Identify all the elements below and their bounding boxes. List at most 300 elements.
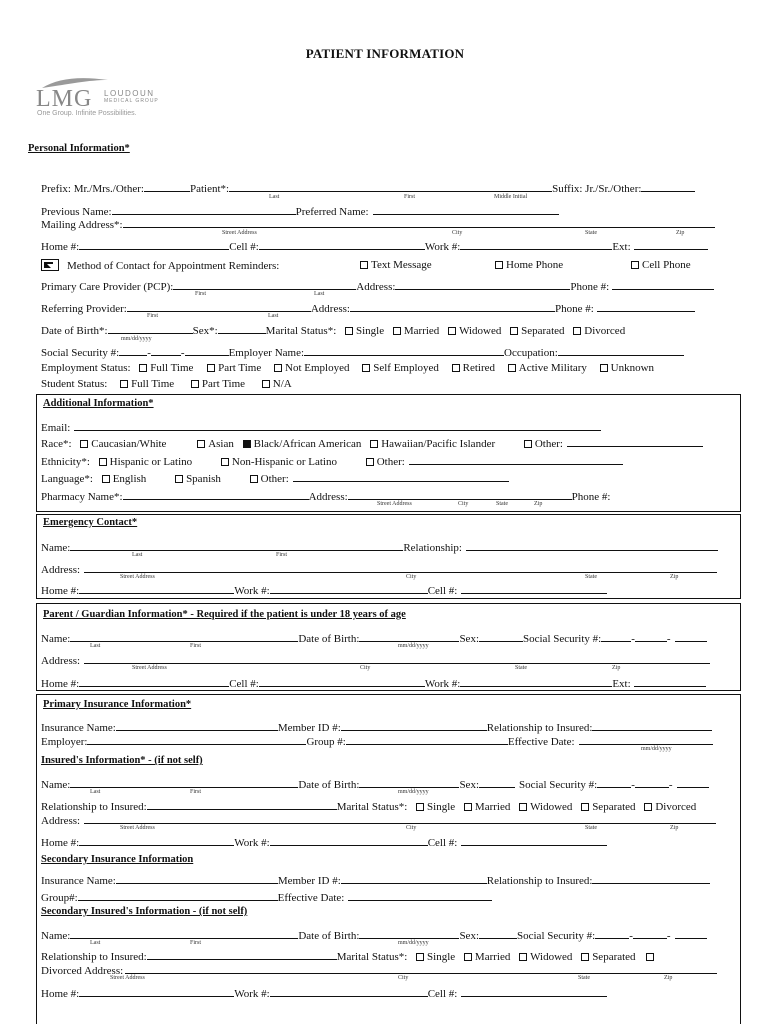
insured-cell-field[interactable] bbox=[461, 834, 607, 846]
ext-field[interactable] bbox=[634, 238, 708, 250]
widowed-label: Widowed bbox=[459, 325, 502, 337]
spanish-checkbox[interactable] bbox=[175, 475, 183, 483]
row-employment bbox=[41, 362, 654, 374]
row-guardian-name: Name: Date of Birth: Sex: Social Security #: - - bbox=[41, 630, 707, 645]
pharm-sub-zip: Zip bbox=[534, 501, 543, 507]
full-time-label: Full Time bbox=[150, 362, 194, 374]
g-sub-date: mm/dd/yyyy bbox=[398, 643, 429, 649]
pcp-phone-label: Phone #: bbox=[570, 281, 610, 293]
logo-sub1: LOUDOUN bbox=[104, 89, 155, 98]
g-sub-city: City bbox=[360, 665, 371, 671]
black-label: Black/African American bbox=[253, 438, 362, 450]
race-other-label: Other: bbox=[534, 438, 563, 450]
ins-married-checkbox[interactable] bbox=[464, 803, 472, 811]
hispanic-checkbox[interactable] bbox=[99, 458, 107, 466]
guardian-sex-label: Sex: bbox=[459, 633, 479, 645]
ins-single-checkbox[interactable] bbox=[416, 803, 424, 811]
active-military-label: Active Military bbox=[518, 362, 587, 374]
emergency-relationship-field[interactable] bbox=[466, 539, 718, 551]
insured-marital-label: Marital Status*: bbox=[336, 801, 408, 813]
prefix-label: Prefix: Mr./Mrs./Other: bbox=[41, 183, 144, 195]
insured-dob-field[interactable] bbox=[359, 776, 459, 788]
ins-sub-city: City bbox=[406, 825, 417, 831]
ref-phone-field[interactable] bbox=[597, 300, 695, 312]
ins-sub-last: Last bbox=[90, 789, 101, 795]
not-employed-label: Not Employed bbox=[285, 362, 350, 374]
emergency-home-label: Home #: bbox=[41, 585, 80, 597]
retired-checkbox[interactable] bbox=[452, 364, 460, 372]
race-other-checkbox[interactable] bbox=[524, 440, 532, 448]
ins-sub-zip: Zip bbox=[670, 825, 679, 831]
emergency-work-label: Work #: bbox=[234, 585, 270, 597]
sec-insured-dob-field[interactable] bbox=[359, 927, 459, 939]
secondary-group-field[interactable] bbox=[78, 889, 278, 901]
opt-cell-phone[interactable] bbox=[631, 259, 691, 271]
g-sub-first: First bbox=[190, 643, 202, 649]
primary-group-field[interactable] bbox=[346, 733, 508, 745]
row-pharmacy bbox=[41, 488, 610, 503]
em-sub-street: Street Address bbox=[120, 574, 155, 580]
insured-name-label: Name: bbox=[41, 779, 71, 791]
sec-widowed-label: Widowed bbox=[530, 951, 573, 963]
guardian-ssn-2[interactable] bbox=[635, 630, 667, 642]
guardian-cell-field[interactable] bbox=[259, 675, 425, 687]
row-dob-marital bbox=[41, 322, 625, 337]
sex-field[interactable] bbox=[218, 322, 266, 334]
g-sub-last: Last bbox=[90, 643, 101, 649]
sec-single-checkbox[interactable] bbox=[416, 953, 424, 961]
sec-single-label: Single bbox=[427, 951, 456, 963]
guardian-work-label: Work #: bbox=[424, 678, 461, 690]
primary-group-label: Group #: bbox=[306, 736, 346, 748]
secondary-effective-label: Effective Date: bbox=[277, 892, 345, 904]
emergency-address-label: Address: bbox=[41, 564, 81, 576]
g-sub-zip: Zip bbox=[612, 665, 621, 671]
logo-text: LMG bbox=[36, 86, 93, 112]
sec-sub-last: Last bbox=[90, 940, 101, 946]
row-emergency-name bbox=[41, 539, 718, 554]
row-contact-method bbox=[41, 259, 279, 272]
insured-cell-label: Cell #: bbox=[427, 837, 458, 849]
guardian-dob-label: Date of Birth: bbox=[298, 633, 360, 645]
guardian-address-label: Address: bbox=[41, 655, 81, 667]
pcp-address-field[interactable] bbox=[395, 278, 570, 290]
row-secondary-group bbox=[41, 889, 492, 904]
secondary-effective-field[interactable] bbox=[348, 889, 492, 901]
previous-name-label: Previous Name: bbox=[41, 206, 112, 218]
insured-work-label: Work #: bbox=[234, 837, 270, 849]
em-sub-state: State bbox=[585, 574, 597, 580]
row-referring bbox=[41, 300, 695, 315]
ssn-field-3[interactable] bbox=[185, 344, 229, 356]
home-label: Home #: bbox=[41, 241, 80, 253]
insured-dob-label: Date of Birth: bbox=[298, 779, 360, 791]
row-phones bbox=[41, 238, 708, 253]
sub-city: City bbox=[452, 230, 463, 236]
employment-status-label: Employment Status: bbox=[41, 362, 131, 374]
ref-sub-first: First bbox=[147, 313, 159, 319]
hispanic-label: Hispanic or Latino bbox=[109, 456, 193, 468]
sec-insured-name-label: Name: bbox=[41, 930, 71, 942]
ins-divorced-label: Divorced bbox=[655, 801, 697, 813]
ssn-label: Social Security #: bbox=[41, 347, 120, 359]
guardian-ext-label: Ext: bbox=[612, 678, 631, 690]
sec-insured-marital-label: Marital Status*: bbox=[336, 951, 408, 963]
race-other-field[interactable] bbox=[567, 435, 703, 447]
student-part-time-label: Part Time bbox=[201, 378, 246, 390]
widowed-checkbox[interactable] bbox=[448, 327, 456, 335]
sec-insured-address-field[interactable] bbox=[125, 962, 717, 974]
married-checkbox[interactable] bbox=[393, 327, 401, 335]
cell-label: Cell #: bbox=[229, 241, 259, 253]
pharmacy-address-label: Address: bbox=[308, 491, 348, 503]
referring-label: Referring Provider: bbox=[41, 303, 127, 315]
sec-insured-ssn-3[interactable] bbox=[675, 927, 707, 939]
guardian-header: Parent / Guardian Information* - Required if the patient is under 18 years of age bbox=[43, 609, 406, 620]
row-sec-insured-name: Name: Date of Birth: Sex: Social Security #: - - bbox=[41, 927, 707, 942]
ins-widowed-label: Widowed bbox=[530, 801, 573, 813]
pharmacy-field[interactable] bbox=[123, 488, 309, 500]
secondary-ins-name-field[interactable] bbox=[116, 872, 278, 884]
active-military-checkbox[interactable] bbox=[508, 364, 516, 372]
self-employed-checkbox[interactable] bbox=[362, 364, 370, 372]
em-sub-zip: Zip bbox=[670, 574, 679, 580]
preferred-name-label: Preferred Name: bbox=[295, 206, 369, 218]
asian-checkbox[interactable] bbox=[197, 440, 205, 448]
guardian-cell-label: Cell #: bbox=[229, 678, 259, 690]
sec-insured-home-label: Home #: bbox=[41, 988, 80, 1000]
occupation-label: Occupation: bbox=[504, 347, 558, 359]
sec-insured-cell-field[interactable] bbox=[461, 985, 607, 997]
home-field[interactable] bbox=[79, 238, 229, 250]
self-employed-label: Self Employed bbox=[373, 362, 439, 374]
pharm-sub-street: Street Address bbox=[377, 501, 412, 507]
additional-header: Additional Information* bbox=[43, 398, 154, 409]
sec-insured-work-label: Work #: bbox=[234, 988, 270, 1000]
logo-sub2: MEDICAL GROUP bbox=[104, 98, 159, 104]
primary-ins-name-label: Insurance Name: bbox=[41, 722, 116, 734]
primary-effective-label: Effective Date: bbox=[507, 736, 575, 748]
asian-label: Asian bbox=[208, 438, 234, 450]
primary-relationship-field[interactable] bbox=[592, 719, 712, 731]
row-ethnicity bbox=[41, 453, 623, 468]
contact-method-label: Method of Contact for Appointment Reminders: bbox=[67, 260, 280, 272]
work-label: Work #: bbox=[424, 241, 461, 253]
row-race bbox=[41, 435, 703, 450]
email-label: Email: bbox=[41, 422, 71, 434]
secondary-relationship-label: Relationship to Insured: bbox=[486, 875, 593, 887]
sex-label: Sex*: bbox=[192, 325, 218, 337]
emergency-home-field[interactable] bbox=[79, 582, 234, 594]
na-label: N/A bbox=[272, 378, 292, 390]
pcp-address-label: Address: bbox=[356, 281, 396, 293]
row-emergency-phones bbox=[41, 582, 607, 597]
row-insured-name: Name: Date of Birth: Sex: Social Security #: - - bbox=[41, 776, 709, 791]
insured-address-field[interactable] bbox=[84, 812, 716, 824]
student-full-time-label: Full Time bbox=[131, 378, 175, 390]
pcp-field[interactable] bbox=[173, 278, 356, 290]
sec-separated-checkbox[interactable] bbox=[581, 953, 589, 961]
insured-home-field[interactable] bbox=[79, 834, 234, 846]
ssn-field-1[interactable] bbox=[119, 344, 147, 356]
sec-sub-zip: Zip bbox=[664, 975, 673, 981]
eth-other-checkbox[interactable] bbox=[366, 458, 374, 466]
eth-other-label: Other: bbox=[376, 456, 405, 468]
sec-insured-rel-field[interactable] bbox=[147, 948, 337, 960]
work-field[interactable] bbox=[460, 238, 612, 250]
non-hispanic-checkbox[interactable] bbox=[221, 458, 229, 466]
insured-work-field[interactable] bbox=[270, 834, 428, 846]
preferred-name-field[interactable] bbox=[373, 203, 559, 215]
sec-insured-ssn-2[interactable] bbox=[633, 927, 667, 939]
ins-widowed-checkbox[interactable] bbox=[519, 803, 527, 811]
email-field[interactable] bbox=[74, 419, 601, 431]
g-sub-state: State bbox=[515, 665, 527, 671]
single-label: Single bbox=[356, 325, 385, 337]
emergency-header: Emergency Contact* bbox=[43, 517, 138, 528]
sec-married-label: Married bbox=[474, 951, 511, 963]
patient-name-field[interactable] bbox=[229, 180, 552, 192]
guardian-ssn-1[interactable] bbox=[601, 630, 631, 642]
pcp-phone-field[interactable] bbox=[612, 278, 714, 290]
emergency-name-label: Name: bbox=[41, 542, 71, 554]
insured-header: Insured's Information* - (if not self) bbox=[41, 755, 203, 766]
part-time-checkbox[interactable] bbox=[207, 364, 215, 372]
caucasian-label: Caucasian/White bbox=[91, 438, 167, 450]
insured-ssn-label: Social Security #: bbox=[519, 779, 598, 791]
primary-ins-header: Primary Insurance Information* bbox=[43, 699, 192, 710]
insured-ssn-3[interactable] bbox=[677, 776, 709, 788]
emergency-work-field[interactable] bbox=[270, 582, 428, 594]
sec-sub-city: City bbox=[398, 975, 409, 981]
sub-street: Street Address bbox=[222, 230, 257, 236]
ref-sub-last: Last bbox=[268, 313, 279, 319]
cell-phone-checkbox[interactable] bbox=[631, 261, 639, 269]
logo-tagline: One Group. Infinite Possibilities. bbox=[37, 110, 137, 117]
english-label: English bbox=[112, 473, 147, 485]
sec-divorced-checkbox[interactable] bbox=[646, 953, 654, 961]
sec-widowed-checkbox[interactable] bbox=[519, 953, 527, 961]
race-label: Race*: bbox=[41, 438, 72, 450]
primary-effective-field[interactable] bbox=[579, 733, 713, 745]
pharmacy-label: Pharmacy Name*: bbox=[41, 491, 123, 503]
ins-sub-date: mm/dd/yyyy bbox=[398, 789, 429, 795]
mailing-field[interactable] bbox=[123, 216, 715, 228]
text-message-label: Text Message bbox=[371, 259, 432, 271]
prefix-field[interactable] bbox=[144, 180, 190, 192]
sec-insured-name-field[interactable] bbox=[70, 927, 298, 939]
insured-home-label: Home #: bbox=[41, 837, 80, 849]
divorced-label: Divorced bbox=[584, 325, 626, 337]
sec-insured-cell-label: Cell #: bbox=[427, 988, 458, 1000]
occupation-field[interactable] bbox=[558, 344, 684, 356]
ethnicity-label: Ethnicity*: bbox=[41, 456, 90, 468]
sec-sub-first: First bbox=[190, 940, 202, 946]
row-sec-insured-relationship bbox=[41, 948, 657, 963]
pi-sub-date: mm/dd/yyyy bbox=[641, 746, 672, 752]
guardian-home-label: Home #: bbox=[41, 678, 80, 690]
sec-insured-dob-label: Date of Birth: bbox=[298, 930, 360, 942]
emergency-address-field[interactable] bbox=[84, 561, 717, 573]
personal-header: Personal Information* bbox=[28, 143, 130, 154]
sec-married-checkbox[interactable] bbox=[464, 953, 472, 961]
primary-ins-name-field[interactable] bbox=[116, 719, 278, 731]
guardian-work-field[interactable] bbox=[460, 675, 612, 687]
insured-ssn-1[interactable] bbox=[597, 776, 631, 788]
caucasian-checkbox[interactable] bbox=[80, 440, 88, 448]
sec-sub-street: Street Address bbox=[110, 975, 145, 981]
sec-sub-date: mm/dd/yyyy bbox=[398, 940, 429, 946]
sub-first: First bbox=[404, 194, 416, 200]
dob-field[interactable] bbox=[108, 322, 193, 334]
married-label: Married bbox=[403, 325, 440, 337]
hawaiian-label: Hawaiian/Pacific Islander bbox=[381, 438, 496, 450]
sec-insured-ssn-1[interactable] bbox=[595, 927, 629, 939]
language-label: Language*: bbox=[41, 473, 93, 485]
black-checkbox[interactable] bbox=[243, 440, 251, 448]
emergency-cell-label: Cell #: bbox=[427, 585, 458, 597]
student-full-time-checkbox[interactable] bbox=[120, 380, 128, 388]
primary-employer-field[interactable] bbox=[87, 733, 306, 745]
separated-checkbox[interactable] bbox=[510, 327, 518, 335]
guardian-address-field[interactable] bbox=[84, 652, 710, 664]
insured-address-label: Address: bbox=[41, 815, 81, 827]
row-insured-relationship bbox=[41, 798, 696, 813]
guardian-dob-field[interactable] bbox=[359, 630, 459, 642]
row-pcp bbox=[41, 278, 714, 293]
separated-label: Separated bbox=[521, 325, 565, 337]
sub-zip: Zip bbox=[676, 230, 685, 236]
ins-separated-label: Separated bbox=[592, 801, 636, 813]
sec-insured-work-field[interactable] bbox=[270, 985, 428, 997]
row-sec-insured-phones bbox=[41, 985, 607, 1000]
emergency-name-field[interactable] bbox=[70, 539, 403, 551]
row-mailing bbox=[41, 216, 715, 231]
insured-sex-field[interactable] bbox=[479, 776, 515, 788]
not-employed-checkbox[interactable] bbox=[274, 364, 282, 372]
ssn-field-2[interactable] bbox=[151, 344, 181, 356]
hawaiian-checkbox[interactable] bbox=[370, 440, 378, 448]
unknown-label: Unknown bbox=[610, 362, 655, 374]
pcp-sub-last: Last bbox=[314, 291, 325, 297]
na-checkbox[interactable] bbox=[262, 380, 270, 388]
row-primary-employer bbox=[41, 733, 713, 748]
ext-label: Ext: bbox=[612, 241, 631, 253]
secondary-group-label: Group#: bbox=[41, 892, 78, 904]
ins-sub-state: State bbox=[585, 825, 597, 831]
row-insured-phones bbox=[41, 834, 607, 849]
row-primary-ins-name bbox=[41, 719, 712, 734]
ins-divorced-checkbox[interactable] bbox=[644, 803, 652, 811]
sub-middle: Middle Initial bbox=[494, 194, 528, 200]
suffix-label: Suffix: Jr./Sr./Other: bbox=[552, 183, 642, 195]
sec-insured-ssn-label: Social Security #: bbox=[517, 930, 596, 942]
referring-field[interactable] bbox=[127, 300, 311, 312]
single-checkbox[interactable] bbox=[345, 327, 353, 335]
guardian-name-label: Name: bbox=[41, 633, 71, 645]
home-phone-checkbox[interactable] bbox=[495, 261, 503, 269]
guardian-name-field[interactable] bbox=[70, 630, 298, 642]
secondary-insured-header: Secondary Insured's Information - (if not self) bbox=[41, 906, 248, 917]
divorced-checkbox[interactable] bbox=[573, 327, 581, 335]
em-sub-last: Last bbox=[132, 552, 143, 558]
full-time-checkbox[interactable] bbox=[139, 364, 147, 372]
non-hispanic-label: Non-Hispanic or Latino bbox=[231, 456, 337, 468]
suffix-field[interactable] bbox=[641, 180, 695, 192]
sub-last: Last bbox=[269, 194, 280, 200]
pharmacy-address-field[interactable] bbox=[348, 488, 572, 500]
text-message-checkbox[interactable] bbox=[360, 261, 368, 269]
row-secondary-ins-name bbox=[41, 872, 710, 887]
insured-name-field[interactable] bbox=[70, 776, 298, 788]
g-sub-street: Street Address bbox=[132, 665, 167, 671]
sec-insured-rel-label: Relationship to Insured: bbox=[41, 951, 147, 963]
lang-other-checkbox[interactable] bbox=[250, 475, 258, 483]
unknown-checkbox[interactable] bbox=[600, 364, 608, 372]
insured-rel-field[interactable] bbox=[147, 798, 337, 810]
ins-single-label: Single bbox=[427, 801, 456, 813]
dob-sub-date: mm/dd/yyyy bbox=[121, 336, 152, 342]
eth-other-field[interactable] bbox=[409, 453, 623, 465]
lang-other-field[interactable] bbox=[293, 470, 509, 482]
ref-phone-label: Phone #: bbox=[554, 303, 594, 315]
pcp-sub-first: First bbox=[195, 291, 207, 297]
ins-separated-checkbox[interactable] bbox=[581, 803, 589, 811]
primary-member-id-field[interactable] bbox=[341, 719, 487, 731]
pharm-sub-city: City bbox=[458, 501, 469, 507]
employer-field[interactable] bbox=[304, 344, 504, 356]
guardian-ext-field[interactable] bbox=[634, 675, 706, 687]
english-checkbox[interactable] bbox=[102, 475, 110, 483]
ins-married-label: Married bbox=[474, 801, 511, 813]
insured-ssn-2[interactable] bbox=[635, 776, 669, 788]
secondary-member-id-field[interactable] bbox=[341, 872, 487, 884]
sec-insured-home-field[interactable] bbox=[79, 985, 234, 997]
emergency-cell-field[interactable] bbox=[461, 582, 607, 594]
sec-insured-sex-label: Sex: bbox=[459, 930, 479, 942]
guardian-home-field[interactable] bbox=[79, 675, 229, 687]
sec-separated-label: Separated bbox=[592, 951, 636, 963]
guardian-sex-field[interactable] bbox=[479, 630, 523, 642]
cell-field[interactable] bbox=[259, 238, 425, 250]
previous-name-field[interactable] bbox=[112, 203, 296, 215]
pharmacy-phone-label: Phone #: bbox=[571, 491, 611, 503]
page-title: PATIENT INFORMATION bbox=[305, 46, 465, 61]
sec-insured-sex-field[interactable] bbox=[479, 927, 517, 939]
em-sub-first: First bbox=[276, 552, 288, 558]
ins-sub-first: First bbox=[190, 789, 202, 795]
row-prefix-patient bbox=[41, 180, 695, 195]
ref-address-field[interactable] bbox=[350, 300, 555, 312]
primary-relationship-label: Relationship to Insured: bbox=[486, 722, 593, 734]
phone-icon bbox=[41, 259, 59, 271]
sec-divorced-address-label: Divorced Address: bbox=[41, 965, 124, 977]
student-part-time-checkbox[interactable] bbox=[191, 380, 199, 388]
primary-employer-label: Employer: bbox=[41, 736, 88, 748]
part-time-label: Part Time bbox=[218, 362, 262, 374]
secondary-relationship-field[interactable] bbox=[592, 872, 710, 884]
logo bbox=[36, 76, 166, 124]
patient-label: Patient*: bbox=[189, 183, 230, 195]
primary-member-id-label: Member ID #: bbox=[277, 722, 341, 734]
opt-home-phone[interactable] bbox=[495, 259, 563, 271]
home-phone-label: Home Phone bbox=[506, 259, 564, 271]
guardian-ssn-3[interactable] bbox=[675, 630, 707, 642]
row-email bbox=[41, 419, 601, 434]
marital-label: Marital Status*: bbox=[265, 325, 337, 337]
sub-state: State bbox=[585, 230, 597, 236]
opt-text-message[interactable] bbox=[360, 259, 432, 271]
